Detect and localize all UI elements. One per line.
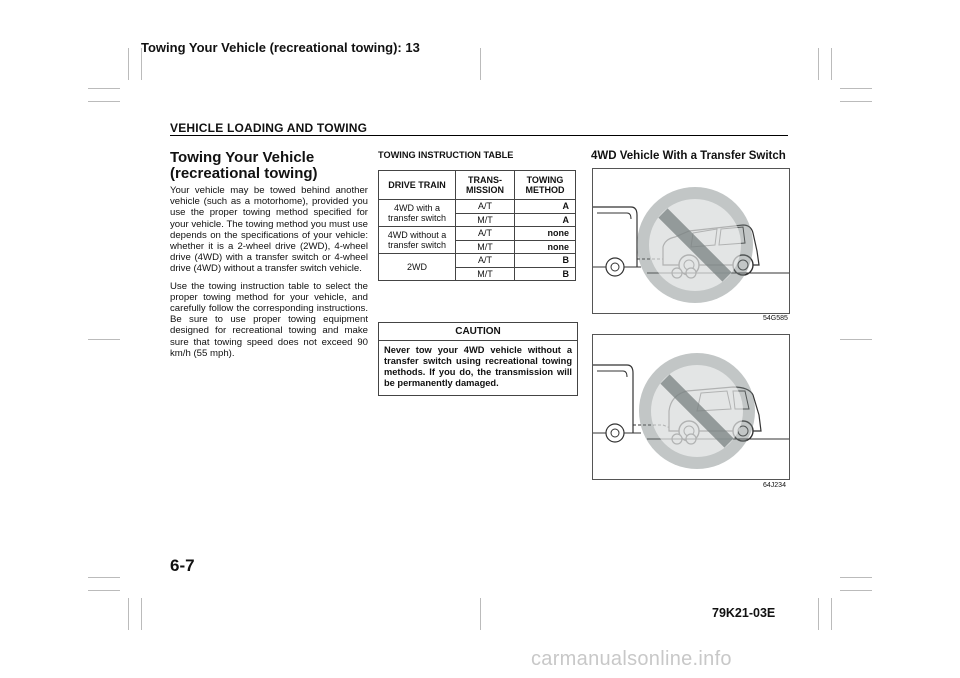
caution-text: Never tow your 4WD vehicle without a transfer switch using recreational towing methods. If you do, the transmission will be permanently damaged. — [384, 345, 572, 388]
towing-figure-2 — [592, 334, 790, 480]
crop-mark — [88, 590, 120, 591]
towing-method-cell: B — [515, 254, 576, 268]
crop-mark — [88, 101, 120, 102]
transmission-cell: M/T — [456, 213, 515, 227]
crop-mark — [818, 48, 819, 80]
figure-column — [591, 150, 789, 162]
towing-table-section — [378, 150, 578, 281]
figure-title: 4WD Vehicle With a Transfer Switch — [591, 150, 786, 162]
caution-box — [378, 322, 578, 396]
drive-train-cell: 4WD with a transfer switch — [379, 200, 456, 227]
towing-method-cell: B — [515, 267, 576, 281]
crop-mark — [88, 88, 120, 89]
document-code: 79K21-03E — [712, 606, 776, 620]
column-header: TOWING METHOD — [515, 171, 576, 200]
figure-code: 64J234 — [763, 482, 786, 489]
crop-mark — [128, 48, 129, 80]
main-text-column — [170, 150, 368, 365]
transmission-cell: M/T — [456, 240, 515, 254]
towing-method-cell: A — [515, 213, 576, 227]
drive-train-cell: 2WD — [379, 254, 456, 281]
transmission-cell: A/T — [456, 254, 515, 268]
section-rule — [170, 135, 788, 136]
column-header: TRANS-MISSION — [456, 171, 515, 200]
page-title: Towing Your Vehicle (recreational towing) — [170, 149, 318, 182]
towing-instruction-table — [378, 170, 576, 281]
crop-mark — [831, 598, 832, 630]
figure-code: 54G585 — [763, 315, 788, 322]
crop-mark — [88, 577, 120, 578]
crop-mark — [831, 48, 832, 80]
table-row — [379, 200, 576, 214]
prohibited-towing-illustration — [593, 169, 789, 313]
towing-method-cell: A — [515, 200, 576, 214]
body-paragraph: Your vehicle may be towed behind another vehicle (such as a motorhome), provided you use the proper towing method specified for your vehicle. The towing method you must use depends on the specifications of your vehicle: whether it is a 2-wheel drive (2WD), 4-wheel drive (4WD) with a transfer switch or 4-wheel drive (4WD) without a transfer switch vehicle. — [170, 185, 368, 275]
transmission-cell: A/T — [456, 200, 515, 214]
crop-mark — [128, 598, 129, 630]
crop-mark — [480, 48, 481, 80]
drive-train-cell: 4WD without a transfer switch — [379, 227, 456, 254]
crop-mark — [840, 88, 872, 89]
crop-mark — [818, 598, 819, 630]
body-paragraph: Use the towing instruction table to select the proper towing method for your vehicle, and carefully follow the corresponding instructions. Be sure to use proper towing equipment designed for recreational towing and make sure that towing speed does not exceed 90 km/h (55 mph). — [170, 280, 368, 359]
table-header-row — [379, 171, 576, 200]
transmission-cell: M/T — [456, 267, 515, 281]
transmission-cell: A/T — [456, 227, 515, 241]
towing-method-cell: none — [515, 240, 576, 254]
table-title: TOWING INSTRUCTION TABLE — [378, 150, 514, 160]
towing-figure-1 — [592, 168, 790, 314]
document-header-title: Towing Your Vehicle (recreational towing): 13 — [141, 40, 420, 55]
prohibited-towing-illustration — [593, 335, 789, 479]
crop-mark — [840, 339, 872, 340]
column-header: DRIVE TRAIN — [379, 171, 456, 200]
section-heading: VEHICLE LOADING AND TOWING — [170, 121, 368, 135]
caution-title: CAUTION — [379, 323, 577, 341]
table-row — [379, 227, 576, 241]
crop-mark — [480, 598, 481, 630]
crop-mark — [840, 101, 872, 102]
crop-mark — [141, 598, 142, 630]
table-row — [379, 254, 576, 268]
crop-mark — [840, 577, 872, 578]
page-number: 6-7 — [170, 556, 195, 575]
crop-mark — [840, 590, 872, 591]
watermark-text: carmanualsonline.info — [531, 648, 732, 670]
crop-mark — [88, 339, 120, 340]
towing-method-cell: none — [515, 227, 576, 241]
